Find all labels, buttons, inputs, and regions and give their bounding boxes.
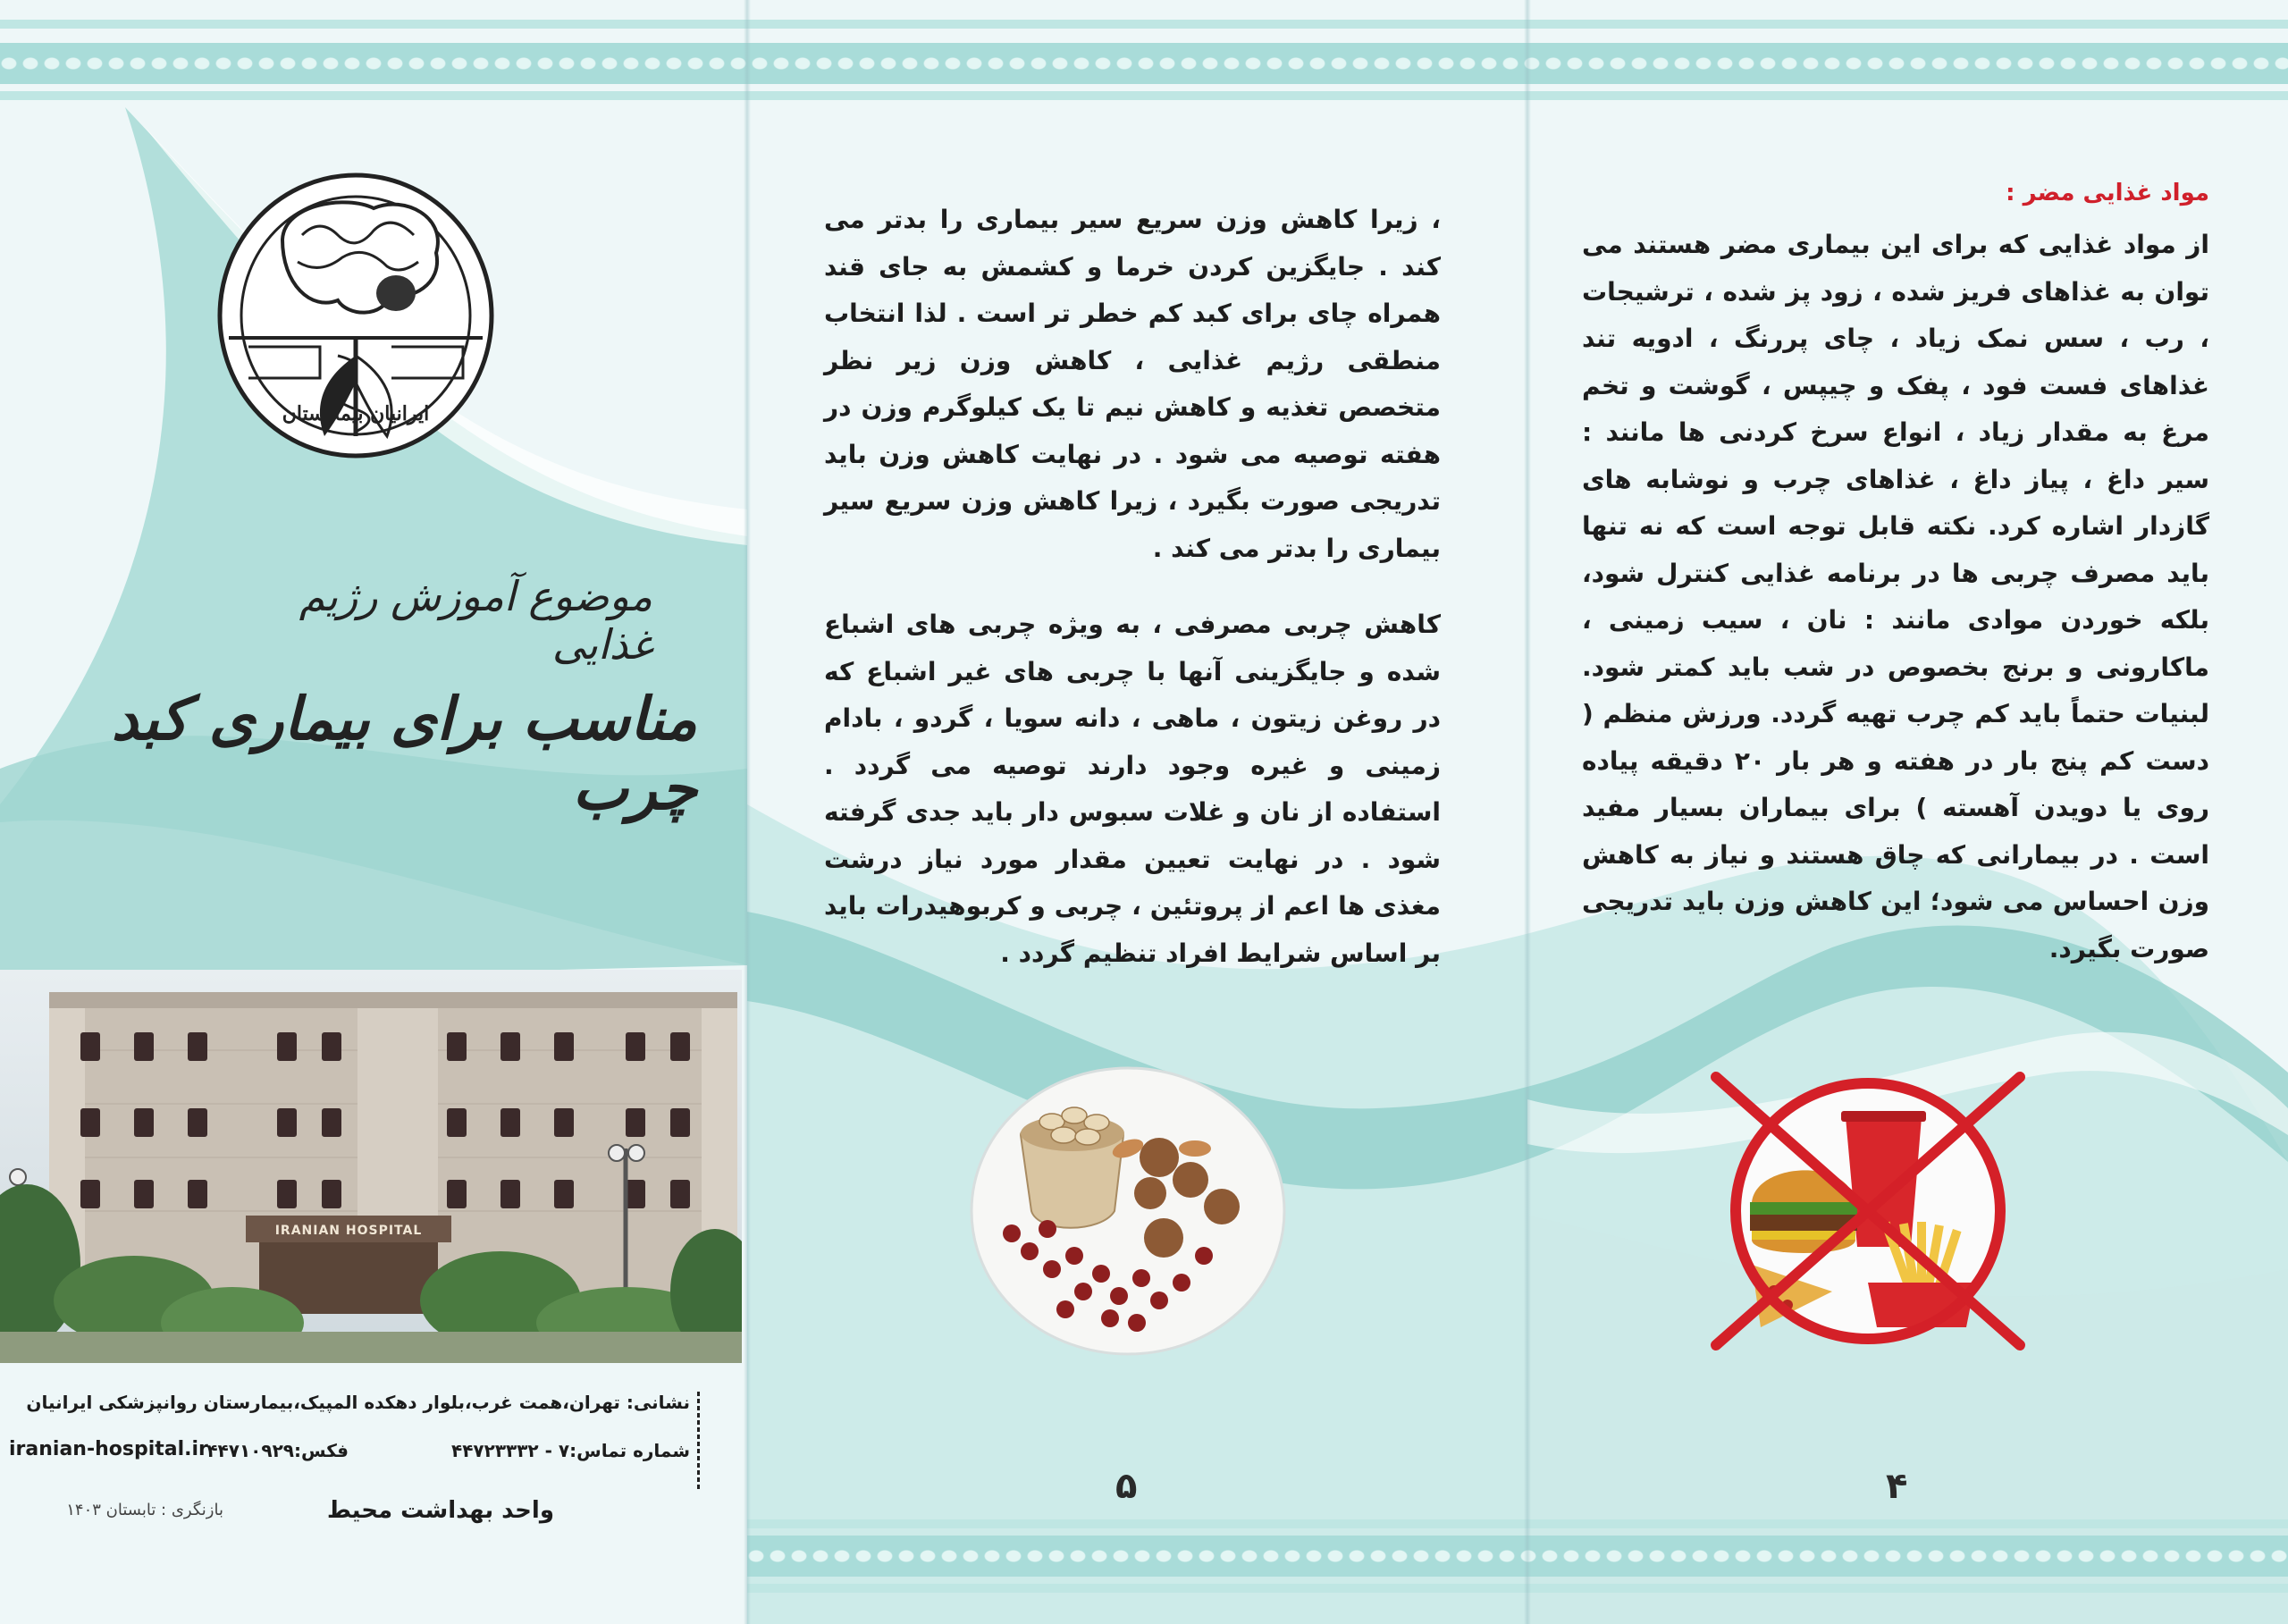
bottom-stripe	[747, 1519, 2288, 1528]
address-text: نشانی: تهران،همت غرب،بلوار دهکده المپیک،بیمارستان روانپزشکی ایرانیان	[26, 1392, 690, 1413]
hospital-seal	[213, 168, 499, 463]
harmful-foods-heading: مواد غذایی مضر :	[2006, 180, 2209, 206]
fold-line-1	[744, 0, 751, 1624]
top-stripe	[0, 20, 2288, 29]
nuts-plate-image	[967, 1064, 1289, 1359]
phone-text: شماره تماس:۷ - ۴۴۷۲۳۳۳۲	[450, 1440, 690, 1461]
top-stripe-lower	[0, 91, 2288, 100]
bottom-dotted-band	[747, 1536, 2288, 1577]
cover-title-line1: موضوع آموزش رژیم غذایی	[299, 572, 652, 669]
bottom-stripe-lower	[747, 1584, 2288, 1593]
building-sign: IRANIAN HOSPITAL	[274, 1224, 423, 1238]
middle-paragraph-2: کاهش چربی مصرفی ، به ویژه چربی های اشباع شده و جایگزینی آنها با چربی های غیر اشباع که در روغن زیتون ، ماهی ، دانه سویا ، گردو ، بادام زمینی و غیره وجود دارند توصیه می گردد . استفاده از نان و غلات سبوس دار باید جدی گرفته شود . در نهایت تعیین مقدار مورد نیاز درشت مغذی ها اعم از پروتئین ، چربی و کربوهیدرات باید بر اساس شرایط افراد تنظیم گردد .	[824, 610, 1441, 968]
page-number-4: ۴	[1886, 1466, 1908, 1507]
revision-date: بازنگری : تابستان ۱۴۰۳	[66, 1501, 223, 1519]
hospital-building-photo	[0, 970, 742, 1363]
cover-title-line2: مناسب برای بیماری کبد چرب	[111, 684, 697, 823]
contact-divider	[697, 1392, 700, 1492]
top-dotted-band	[0, 43, 2288, 84]
fax-text: فکس:۴۴۷۱۰۹۲۹	[206, 1440, 349, 1461]
website-link[interactable]: iranian-hospital.ir	[9, 1438, 208, 1460]
no-junk-food-image	[1698, 1068, 2038, 1354]
seal-text: ایرانیان بیمارستان	[282, 402, 430, 425]
page-number-5: ۵	[1115, 1466, 1138, 1507]
fold-line-2	[1524, 0, 1531, 1624]
middle-paragraph-1: ، زیرا کاهش وزن سریع سیر بیماری را بدتر می کند . جایگزین کردن خرما و کشمش به جای قند همراه چای برای کبد کم خطر تر است . لذا انتخاب منطقی رژیم غذایی ، کاهش وزن زیر نظر متخصص تغذیه و کاهش نیم تا یک کیلوگرم وزن در هفته توصیه می شود . در نهایت کاهش وزن باید تدریجی صورت بگیرد ، زیرا کاهش وزن سریع سیر بیماری را بدتر می کند .	[824, 205, 1441, 563]
harmful-foods-paragraph: از مواد غذایی که برای این بیماری مضر هستند می توان به غذاهای فریز شده ، زود پز شده ، ترشیجات ، رب ، سس نمک زیاد ، چای پررنگ ، ادویه تند غذاهای فست فود ، پفک و چیپس ، گوشت و تخم مرغ به مقدار زیاد ، انواع سرخ کردنی ها مانند : سیر داغ ، پیاز داغ ، غذاهای چرب و نوشابه های گازدار اشاره کرد. نکته قابل توجه است که نه تنها باید مصرف چربی ها در برنامه غذایی کنترل شود، بلکه خوردن موادی مانند : نان ، سیب زمینی ، ماکارونی و برنج بخصوص در شب باید کمتر شود. لبنیات حتماً باید کم چرب تهیه گردد. ورزش منظم ( دست کم پنج بار در هفته و هر بار ۲۰ دقیقه پیاده روی یا دویدن آهسته ) برای بیماران بسیار مفید است . در بیمارانی که چاق هستند و نیاز به کاهش وزن احساس می شود؛ این کاهش وزن باید تدریجی صورت بگیرد.	[1582, 230, 2209, 963]
department-name: واحد بهداشت محیط	[326, 1497, 554, 1524]
contact-block	[0, 1381, 742, 1524]
